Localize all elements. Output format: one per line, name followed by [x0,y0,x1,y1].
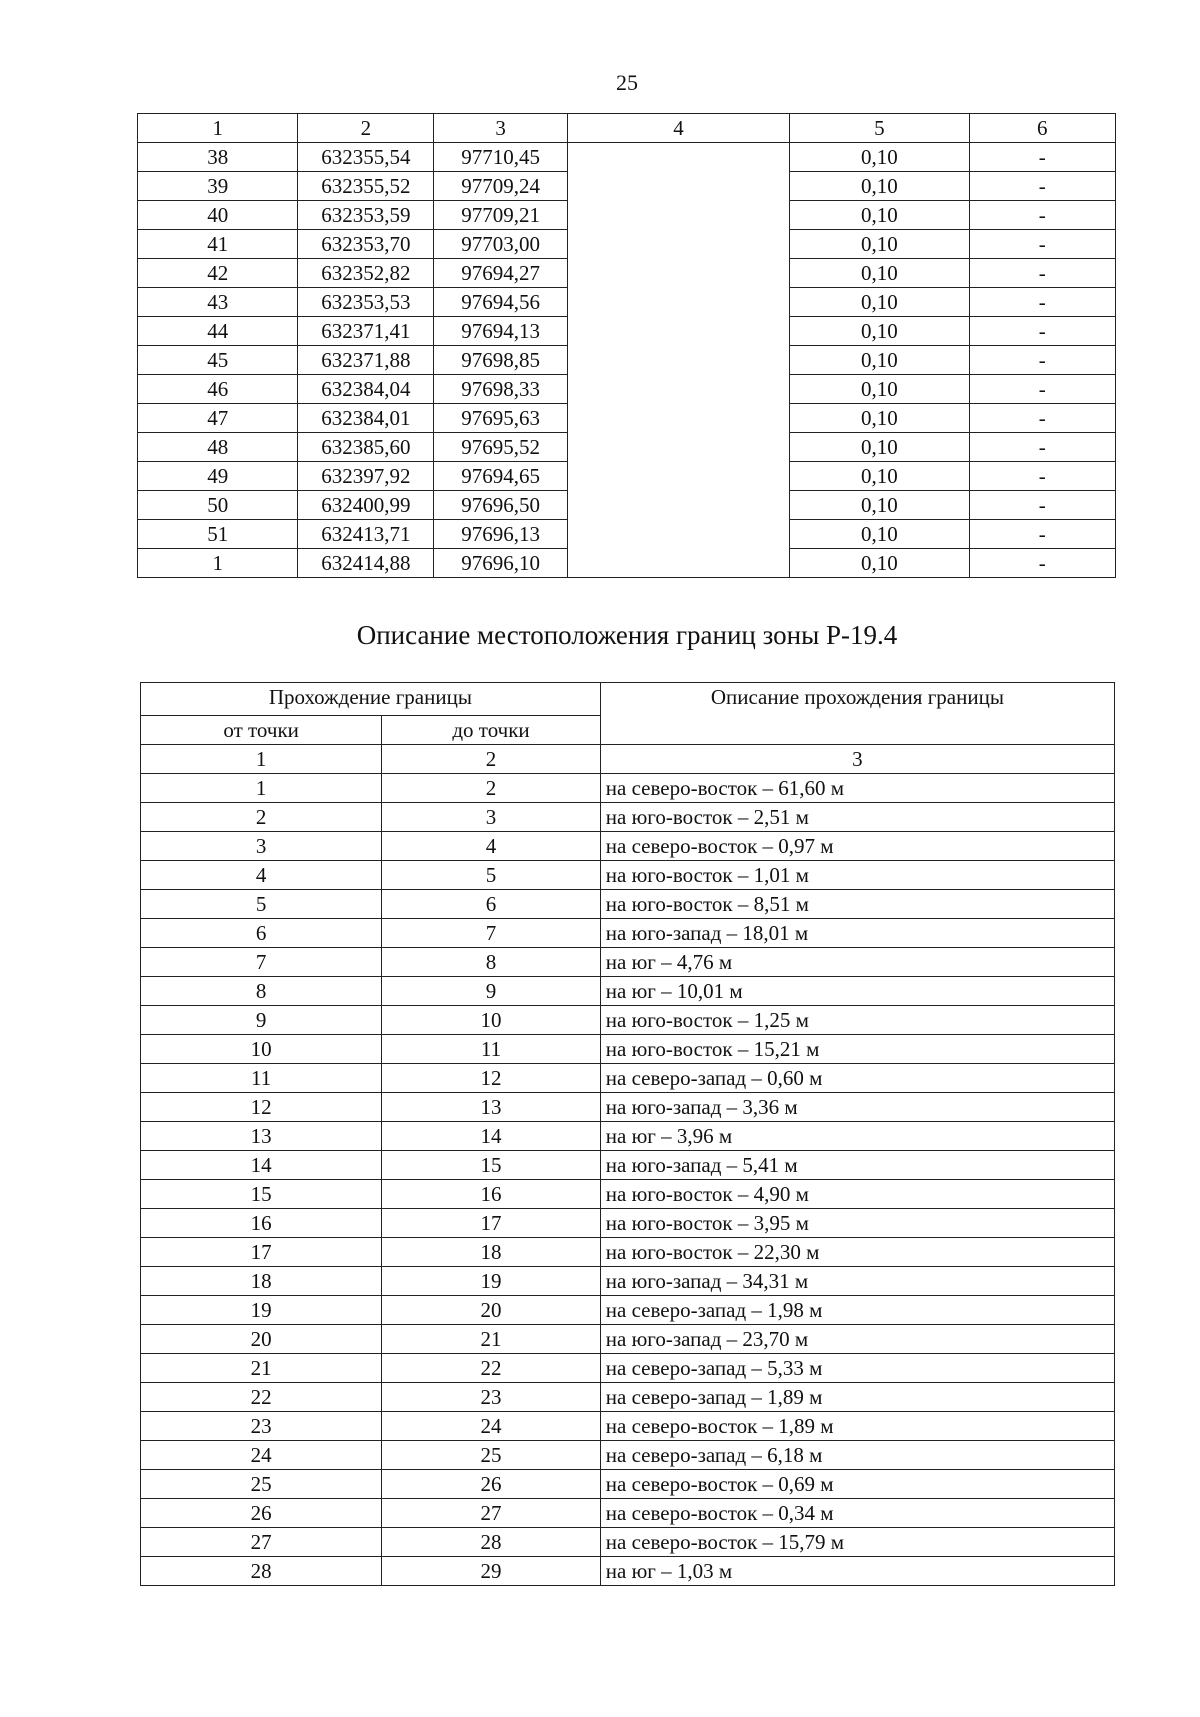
empty-cell [567,375,789,404]
description-cell: на юг – 4,76 м [600,948,1114,977]
from-point-cell: 3 [141,832,382,861]
accuracy-cell: 0,10 [790,143,969,172]
point-number-cell: 49 [138,462,298,491]
description-cell: на юго-восток – 22,30 м [600,1238,1114,1267]
y-coordinate-cell: 97710,45 [434,143,568,172]
column-6-cell: - [969,317,1115,346]
from-point-cell: 17 [141,1238,382,1267]
boundary-row [141,977,1115,1006]
point-number-cell: 39 [138,172,298,201]
boundary-row [141,948,1115,977]
to-point-cell: 13 [382,1093,600,1122]
x-coordinate-cell: 632400,99 [298,491,434,520]
coordinates-row [138,404,1116,433]
boundary-row [141,1267,1115,1296]
from-point-cell: 21 [141,1354,382,1383]
to-point-cell: 22 [382,1354,600,1383]
to-point-cell: 9 [382,977,600,1006]
point-number-cell: 46 [138,375,298,404]
coordinates-header-cell: 2 [298,114,434,143]
accuracy-cell: 0,10 [790,549,969,578]
y-coordinate-cell: 97694,65 [434,462,568,491]
empty-cell [567,491,789,520]
empty-cell [567,549,789,578]
from-point-cell: 10 [141,1035,382,1064]
boundary-column-number: 3 [600,745,1114,774]
accuracy-cell: 0,10 [790,433,969,462]
x-coordinate-cell: 632352,82 [298,259,434,288]
accuracy-cell: 0,10 [790,462,969,491]
coordinates-row [138,317,1116,346]
boundary-header-row [141,683,1115,716]
coordinates-row [138,259,1116,288]
boundary-header-from: от точки [141,716,382,745]
boundary-header-group: Прохождение границы [141,683,601,716]
boundary-row [141,1209,1115,1238]
boundary-row [141,1470,1115,1499]
boundary-row [141,1325,1115,1354]
description-cell: на северо-восток – 0,34 м [600,1499,1114,1528]
column-6-cell: - [969,549,1115,578]
boundary-row [141,1296,1115,1325]
page-number: 25 [616,70,638,95]
boundary-row [141,1238,1115,1267]
to-point-cell: 24 [382,1412,600,1441]
description-cell: на северо-восток – 61,60 м [600,774,1114,803]
column-6-cell: - [969,172,1115,201]
to-point-cell: 8 [382,948,600,977]
boundary-row [141,1035,1115,1064]
accuracy-cell: 0,10 [790,346,969,375]
to-point-cell: 20 [382,1296,600,1325]
from-point-cell: 19 [141,1296,382,1325]
coordinates-row [138,172,1116,201]
empty-cell [567,201,789,230]
to-point-cell: 17 [382,1209,600,1238]
y-coordinate-cell: 97695,52 [434,433,568,462]
column-6-cell: - [969,259,1115,288]
point-number-cell: 44 [138,317,298,346]
boundary-row [141,1006,1115,1035]
from-point-cell: 1 [141,774,382,803]
from-point-cell: 8 [141,977,382,1006]
column-6-cell: - [969,201,1115,230]
coordinates-row [138,201,1116,230]
from-point-cell: 9 [141,1006,382,1035]
x-coordinate-cell: 632413,71 [298,520,434,549]
y-coordinate-cell: 97703,00 [434,230,568,259]
to-point-cell: 3 [382,803,600,832]
y-coordinate-cell: 97709,21 [434,201,568,230]
from-point-cell: 18 [141,1267,382,1296]
point-number-cell: 40 [138,201,298,230]
boundary-row [141,803,1115,832]
y-coordinate-cell: 97695,63 [434,404,568,433]
coordinates-table-body [138,114,1116,578]
boundary-row [141,832,1115,861]
to-point-cell: 28 [382,1528,600,1557]
boundary-row [141,1064,1115,1093]
coordinates-row [138,375,1116,404]
to-point-cell: 25 [382,1441,600,1470]
from-point-cell: 28 [141,1557,382,1586]
description-cell: на юго-запад – 5,41 м [600,1151,1114,1180]
boundary-column-numbers-row [141,745,1115,774]
boundary-row [141,1151,1115,1180]
coordinates-header-cell: 4 [567,114,789,143]
boundary-row [141,861,1115,890]
to-point-cell: 18 [382,1238,600,1267]
coordinates-row [138,549,1116,578]
accuracy-cell: 0,10 [790,201,969,230]
to-point-cell: 5 [382,861,600,890]
from-point-cell: 11 [141,1064,382,1093]
description-cell: на юго-восток – 8,51 м [600,890,1114,919]
coordinates-row [138,491,1116,520]
point-number-cell: 45 [138,346,298,375]
description-cell: на юг – 10,01 м [600,977,1114,1006]
description-cell: на юго-запад – 3,36 м [600,1093,1114,1122]
description-cell: на юго-восток – 15,21 м [600,1035,1114,1064]
to-point-cell: 15 [382,1151,600,1180]
from-point-cell: 20 [141,1325,382,1354]
x-coordinate-cell: 632355,52 [298,172,434,201]
x-coordinate-cell: 632384,04 [298,375,434,404]
boundary-header-description: Описание прохождения границы [600,683,1114,745]
accuracy-cell: 0,10 [790,172,969,201]
point-number-cell: 41 [138,230,298,259]
description-cell: на северо-запад – 1,89 м [600,1383,1114,1412]
empty-cell [567,172,789,201]
column-6-cell: - [969,346,1115,375]
boundary-row [141,1441,1115,1470]
boundary-column-number: 1 [141,745,382,774]
coordinates-row [138,230,1116,259]
accuracy-cell: 0,10 [790,375,969,404]
point-number-cell: 1 [138,549,298,578]
description-cell: на северо-запад – 5,33 м [600,1354,1114,1383]
description-cell: на северо-восток – 15,79 м [600,1528,1114,1557]
empty-cell [567,143,789,172]
x-coordinate-cell: 632353,59 [298,201,434,230]
y-coordinate-cell: 97694,27 [434,259,568,288]
to-point-cell: 16 [382,1180,600,1209]
empty-cell [567,404,789,433]
column-6-cell: - [969,462,1115,491]
y-coordinate-cell: 97696,50 [434,491,568,520]
x-coordinate-cell: 632385,60 [298,433,434,462]
x-coordinate-cell: 632414,88 [298,549,434,578]
coordinates-table [137,113,1116,578]
from-point-cell: 25 [141,1470,382,1499]
column-6-cell: - [969,230,1115,259]
empty-cell [567,433,789,462]
point-number-cell: 47 [138,404,298,433]
to-point-cell: 19 [382,1267,600,1296]
boundary-row [141,774,1115,803]
description-cell: на юго-восток – 1,01 м [600,861,1114,890]
from-point-cell: 14 [141,1151,382,1180]
boundary-header-to: до точки [382,716,600,745]
coordinates-header-cell: 1 [138,114,298,143]
x-coordinate-cell: 632371,41 [298,317,434,346]
empty-cell [567,346,789,375]
accuracy-cell: 0,10 [790,259,969,288]
empty-cell [567,462,789,491]
point-number-cell: 43 [138,288,298,317]
description-cell: на юго-восток – 3,95 м [600,1209,1114,1238]
boundary-row [141,1354,1115,1383]
x-coordinate-cell: 632397,92 [298,462,434,491]
empty-cell [567,259,789,288]
description-cell: на северо-восток – 0,97 м [600,832,1114,861]
y-coordinate-cell: 97709,24 [434,172,568,201]
x-coordinate-cell: 632353,70 [298,230,434,259]
point-number-cell: 42 [138,259,298,288]
to-point-cell: 21 [382,1325,600,1354]
boundary-column-number: 2 [382,745,600,774]
from-point-cell: 6 [141,919,382,948]
description-cell: на северо-запад – 0,60 м [600,1064,1114,1093]
x-coordinate-cell: 632353,53 [298,288,434,317]
y-coordinate-cell: 97696,13 [434,520,568,549]
boundary-row [141,1180,1115,1209]
from-point-cell: 7 [141,948,382,977]
description-cell: на юго-восток – 2,51 м [600,803,1114,832]
x-coordinate-cell: 632384,01 [298,404,434,433]
point-number-cell: 50 [138,491,298,520]
description-cell: на северо-запад – 6,18 м [600,1441,1114,1470]
accuracy-cell: 0,10 [790,288,969,317]
description-cell: на северо-запад – 1,98 м [600,1296,1114,1325]
accuracy-cell: 0,10 [790,317,969,346]
column-6-cell: - [969,375,1115,404]
to-point-cell: 2 [382,774,600,803]
from-point-cell: 12 [141,1093,382,1122]
from-point-cell: 23 [141,1412,382,1441]
coordinates-header-cell: 5 [790,114,969,143]
to-point-cell: 27 [382,1499,600,1528]
from-point-cell: 5 [141,890,382,919]
to-point-cell: 4 [382,832,600,861]
boundary-description-table [140,682,1115,1586]
to-point-cell: 10 [382,1006,600,1035]
from-point-cell: 4 [141,861,382,890]
empty-cell [567,317,789,346]
boundary-row [141,1383,1115,1412]
empty-cell [567,520,789,549]
boundary-row [141,1528,1115,1557]
boundary-row [141,890,1115,919]
boundary-row [141,1093,1115,1122]
to-point-cell: 11 [382,1035,600,1064]
y-coordinate-cell: 97698,85 [434,346,568,375]
accuracy-cell: 0,10 [790,404,969,433]
from-point-cell: 16 [141,1209,382,1238]
description-cell: на юг – 1,03 м [600,1557,1114,1586]
boundary-row [141,1412,1115,1441]
from-point-cell: 22 [141,1383,382,1412]
to-point-cell: 7 [382,919,600,948]
column-6-cell: - [969,491,1115,520]
from-point-cell: 13 [141,1122,382,1151]
point-number-cell: 38 [138,143,298,172]
description-cell: на юго-запад – 34,31 м [600,1267,1114,1296]
point-number-cell: 48 [138,433,298,462]
to-point-cell: 26 [382,1470,600,1499]
y-coordinate-cell: 97696,10 [434,549,568,578]
coordinates-header-row [138,114,1116,143]
coordinates-row [138,288,1116,317]
coordinates-row [138,143,1116,172]
from-point-cell: 2 [141,803,382,832]
description-cell: на юго-запад – 23,70 м [600,1325,1114,1354]
y-coordinate-cell: 97694,13 [434,317,568,346]
accuracy-cell: 0,10 [790,491,969,520]
x-coordinate-cell: 632355,54 [298,143,434,172]
coordinates-row [138,462,1116,491]
coordinates-row [138,520,1116,549]
column-6-cell: - [969,143,1115,172]
coordinates-header-cell: 6 [969,114,1115,143]
boundary-row [141,1557,1115,1586]
description-cell: на юго-восток – 1,25 м [600,1006,1114,1035]
description-cell: на северо-восток – 1,89 м [600,1412,1114,1441]
boundary-table-body [141,683,1115,1586]
boundary-row [141,1499,1115,1528]
from-point-cell: 27 [141,1528,382,1557]
y-coordinate-cell: 97698,33 [434,375,568,404]
x-coordinate-cell: 632371,88 [298,346,434,375]
column-6-cell: - [969,433,1115,462]
accuracy-cell: 0,10 [790,520,969,549]
y-coordinate-cell: 97694,56 [434,288,568,317]
description-cell: на северо-восток – 0,69 м [600,1470,1114,1499]
description-cell: на юго-восток – 4,90 м [600,1180,1114,1209]
section-title: Описание местоположения границ зоны Р-19.4 [356,620,898,650]
coordinates-row [138,433,1116,462]
point-number-cell: 51 [138,520,298,549]
to-point-cell: 6 [382,890,600,919]
to-point-cell: 29 [382,1557,600,1586]
boundary-row [141,1122,1115,1151]
column-6-cell: - [969,520,1115,549]
coordinates-row [138,346,1116,375]
empty-cell [567,288,789,317]
from-point-cell: 15 [141,1180,382,1209]
boundary-row [141,919,1115,948]
from-point-cell: 26 [141,1499,382,1528]
description-cell: на юго-запад – 18,01 м [600,919,1114,948]
empty-cell [567,230,789,259]
to-point-cell: 12 [382,1064,600,1093]
from-point-cell: 24 [141,1441,382,1470]
column-6-cell: - [969,404,1115,433]
coordinates-header-cell: 3 [434,114,568,143]
description-cell: на юг – 3,96 м [600,1122,1114,1151]
to-point-cell: 14 [382,1122,600,1151]
to-point-cell: 23 [382,1383,600,1412]
column-6-cell: - [969,288,1115,317]
accuracy-cell: 0,10 [790,230,969,259]
